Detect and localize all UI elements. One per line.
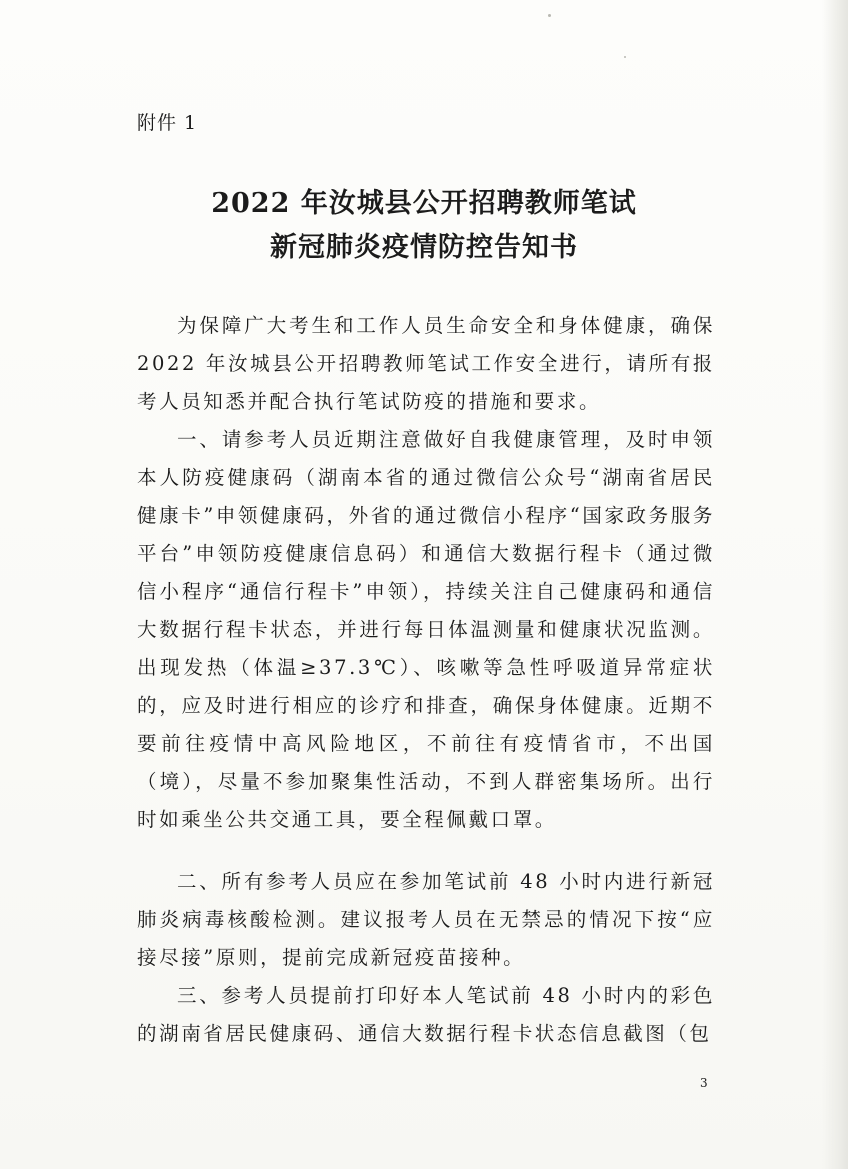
page-number: 3	[700, 1076, 708, 1090]
document-title-line-1: 2022 年汝城县公开招聘教师笔试	[211, 188, 637, 219]
paragraph-item-2: 二、所有参考人员应在参加笔试前 48 小时内进行新冠肺炎病毒核酸检测。建议报考人员在无禁忌的情况下按“应接尽接”原则，提前完成新冠疫苗接种。	[137, 870, 715, 969]
paragraph-item-3: 三、参考人员提前打印好本人笔试前 48 小时内的彩色的湖南省居民健康码、通信大数据行程卡状态信息截图（包	[137, 984, 715, 1045]
scan-speck	[548, 14, 551, 17]
attachment-label: 附件 1	[137, 112, 198, 134]
scan-edge-shadow	[822, 0, 848, 1169]
scan-speck	[624, 56, 626, 58]
paragraph-item-1: 一、请参考人员近期注意做好自我健康管理，及时申领本人防疫健康码（湖南本省的通过微信公众号“湖南省居民健康卡”申领健康码，外省的通过微信小程序“国家政务服务平台”申领防疫健康信息码）和通信大数据行程卡（通过微信小程序“通信行程卡”申领），持续关注自己健康码和通信大数据行程卡状态，并进行每日体温测量和健康状况监测。出现发热（体温≥37.3℃）、咳嗽等急性呼吸道异常症状的，应及时进行相应的诊疗和排查，确保身体健康。近期不要前往疫情中高风险地区，不前往有疫情省市，不出国（境），尽量不参加聚集性活动，不到人群密集场所。出行时如乘坐公共交通工具，要全程佩戴口罩。	[137, 428, 715, 831]
paragraph-intro: 为保障广大考生和工作人员生命安全和身体健康，确保 2022 年汝城县公开招聘教师笔试工作安全进行，请所有报考人员知悉并配合执行笔试防疫的措施和要求。	[137, 314, 715, 413]
document-title-line-2: 新冠肺炎疫情防控告知书	[270, 232, 578, 263]
